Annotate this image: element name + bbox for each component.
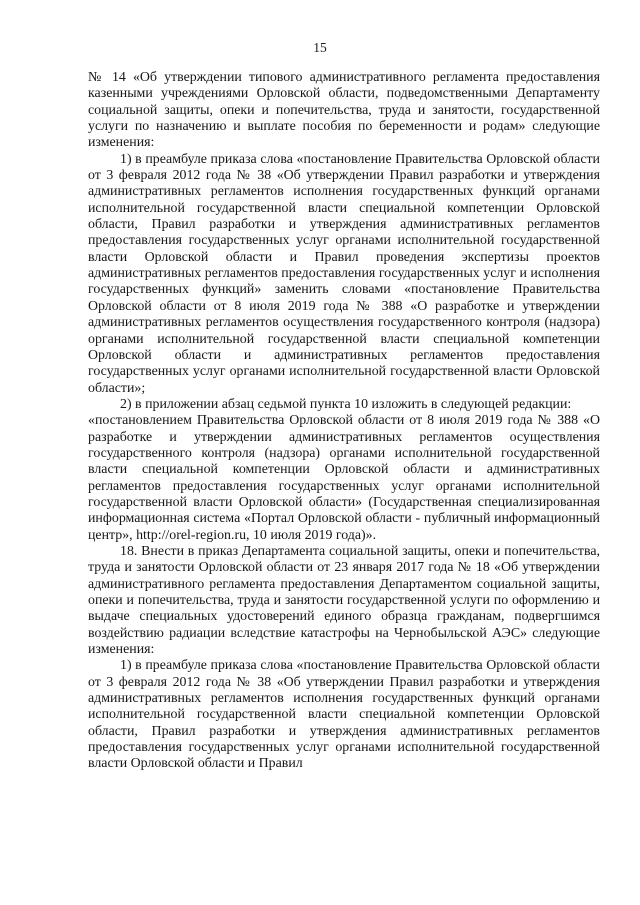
paragraph-new-wording: «постановлением Правительства Орловской области от 8 июля 2019 года № 388 «О разработке и утверждении административных регламентов осуществления государственного контроля (надзора) органами исполнительной государственной власти специальной компетенции Орловской области и административных регламентов предоставления государственных услуг органами исполнительной государственной власти Орловской области» (Государственная специализированная информационная система «Портал Орловской области - публичный информационный центр», http://orel-region.ru, 10 июля 2019 года)». xyxy=(88,413,600,543)
page-number: 15 xyxy=(313,40,327,55)
paragraph-appendix-change-2: 2) в приложении абзац седьмой пункта 10 изложить в следующей редакции: xyxy=(120,396,572,412)
paragraph-preamble-change-1: 1) в преамбуле приказа слова «постановление Правительства Орловской области от 3 февраля 2012 года № 38 «Об утверждении Правил разработки и утверждения административных регламентов исполнения государственных функций органами исполнительной государственной власти специальной компетенции Орловской области, Правил разработки и утверждения административных регламентов предоставления государственных услуг органами исполнительной государственной власти Орловской области и Правил проведения экспертизы проектов административных регламентов предоставления государственных услуг и исполнения государственных функций» заменить словами «постановление Правительства Орловской области от 8 июля 2019 года № 388 «О разработке и утверждении административных регламентов осуществления государственного контроля (надзора) органами исполнительной государственной власти специальной компетенции Орловской области и административных регламентов предоставления государственных услуг органами исполнительной государственной власти Орловской области»; xyxy=(88,151,600,396)
paragraph-item-18: 18. Внести в приказ Департамента социальной защиты, опеки и попечительства, труда и занятости Орловской области от 23 января 2017 года № 18 «Об утверждении административного регламента предоставления Департаментом социальной защиты, опеки и попечительства, труда и занятости государственной услуги по оформлению и выдаче специальных удостоверений единого образца гражданам, подвергшимся воздействию радиации вследствие катастрофы на Чернобыльской АЭС» следующие изменения: xyxy=(88,543,600,658)
document-body xyxy=(88,70,600,773)
paragraph-preamble-change-1-item-18: 1) в преамбуле приказа слова «постановление Правительства Орловской области от 3 февраля 2012 года № 38 «Об утверждении Правил разработки и утверждения административных регламентов исполнения государственных функций органами исполнительной государственной власти специальной компетенции Орловской области, Правил разработки и утверждения административных регламентов предоставления государственных услуг органами исполнительной государственной власти Орловской области и Правил xyxy=(88,658,600,772)
paragraph-order-14-continuation: № 14 «Об утверждении типового административного регламента предоставления казенными учреждениями Орловской области, подведомственными Департаменту социальной защиты, опеки и попечительства, труда и занятости, государственной услуги по назначению и выплате пособия по беременности и родам» следующие изменения: xyxy=(88,70,600,151)
